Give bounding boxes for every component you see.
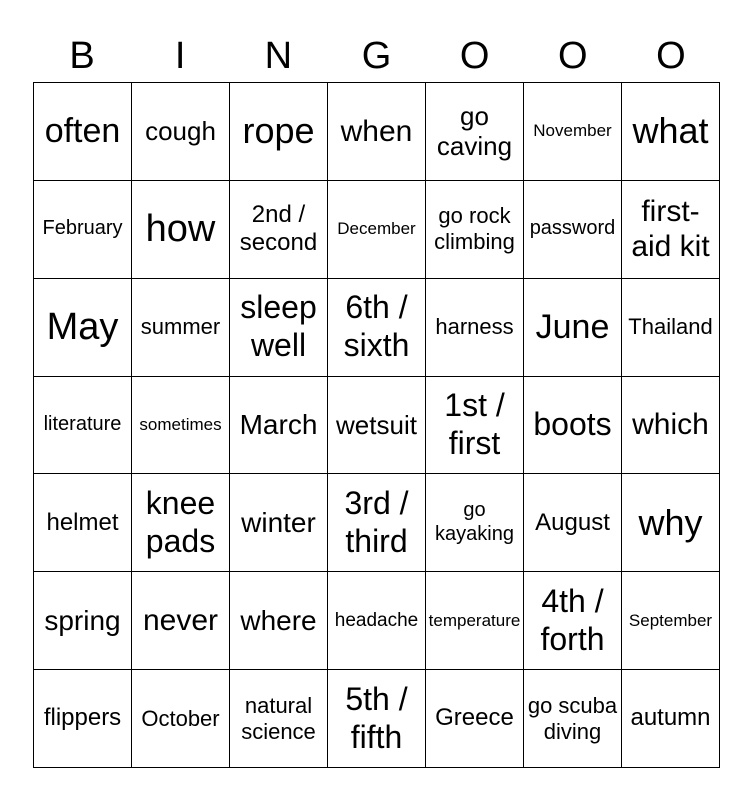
bingo-cell: 2nd / second bbox=[230, 181, 328, 279]
bingo-cell: never bbox=[132, 572, 230, 670]
bingo-cell: October bbox=[132, 670, 230, 768]
bingo-cell: December bbox=[328, 181, 426, 279]
bingo-cell: sometimes bbox=[132, 377, 230, 475]
bingo-header bbox=[33, 30, 720, 82]
bingo-cell: August bbox=[524, 474, 622, 572]
header-letter: G bbox=[361, 35, 392, 77]
bingo-cell: when bbox=[328, 83, 426, 181]
header-letter: O bbox=[557, 35, 588, 77]
bingo-cell: Greece bbox=[426, 670, 524, 768]
bingo-cell: often bbox=[34, 83, 132, 181]
bingo-cell: headache bbox=[328, 572, 426, 670]
bingo-cell: how bbox=[132, 181, 230, 279]
bingo-cell: go rock climbing bbox=[426, 181, 524, 279]
bingo-cell: cough bbox=[132, 83, 230, 181]
bingo-cell: why bbox=[622, 474, 720, 572]
bingo-cell: 1st / first bbox=[426, 377, 524, 475]
header-letter: N bbox=[264, 35, 293, 77]
bingo-cell: May bbox=[34, 279, 132, 377]
bingo-cell: boots bbox=[524, 377, 622, 475]
bingo-cell: where bbox=[230, 572, 328, 670]
bingo-cell: Thailand bbox=[622, 279, 720, 377]
bingo-cell: helmet bbox=[34, 474, 132, 572]
bingo-cell: go caving bbox=[426, 83, 524, 181]
bingo-cell: March bbox=[230, 377, 328, 475]
bingo-cell: winter bbox=[230, 474, 328, 572]
bingo-cell: flippers bbox=[34, 670, 132, 768]
bingo-cell: spring bbox=[34, 572, 132, 670]
bingo-cell: 4th / forth bbox=[524, 572, 622, 670]
header-letter: I bbox=[174, 35, 186, 77]
header-letter: O bbox=[459, 35, 490, 77]
bingo-cell: temperature bbox=[426, 572, 524, 670]
bingo-cell: literature bbox=[34, 377, 132, 475]
bingo-cell: harness bbox=[426, 279, 524, 377]
bingo-cell: autumn bbox=[622, 670, 720, 768]
bingo-cell: knee pads bbox=[132, 474, 230, 572]
bingo-cell: which bbox=[622, 377, 720, 475]
bingo-cell: what bbox=[622, 83, 720, 181]
bingo-cell: summer bbox=[132, 279, 230, 377]
bingo-cell: February bbox=[34, 181, 132, 279]
bingo-cell: first-aid kit bbox=[622, 181, 720, 279]
bingo-cell: sleep well bbox=[230, 279, 328, 377]
bingo-cell: wetsuit bbox=[328, 377, 426, 475]
bingo-cell: September bbox=[622, 572, 720, 670]
bingo-cell: 3rd / third bbox=[328, 474, 426, 572]
bingo-cell: 6th / sixth bbox=[328, 279, 426, 377]
bingo-cell: June bbox=[524, 279, 622, 377]
bingo-cell: natural science bbox=[230, 670, 328, 768]
bingo-cell: 5th / fifth bbox=[328, 670, 426, 768]
header-letter: O bbox=[656, 35, 686, 77]
bingo-cell: go scuba diving bbox=[524, 670, 622, 768]
bingo-cell: go kayaking bbox=[426, 474, 524, 572]
bingo-cell: rope bbox=[230, 83, 328, 181]
bingo-cell: November bbox=[524, 83, 622, 181]
header-letter: B bbox=[69, 35, 95, 77]
bingo-board bbox=[33, 82, 720, 768]
bingo-cell: password bbox=[524, 181, 622, 279]
